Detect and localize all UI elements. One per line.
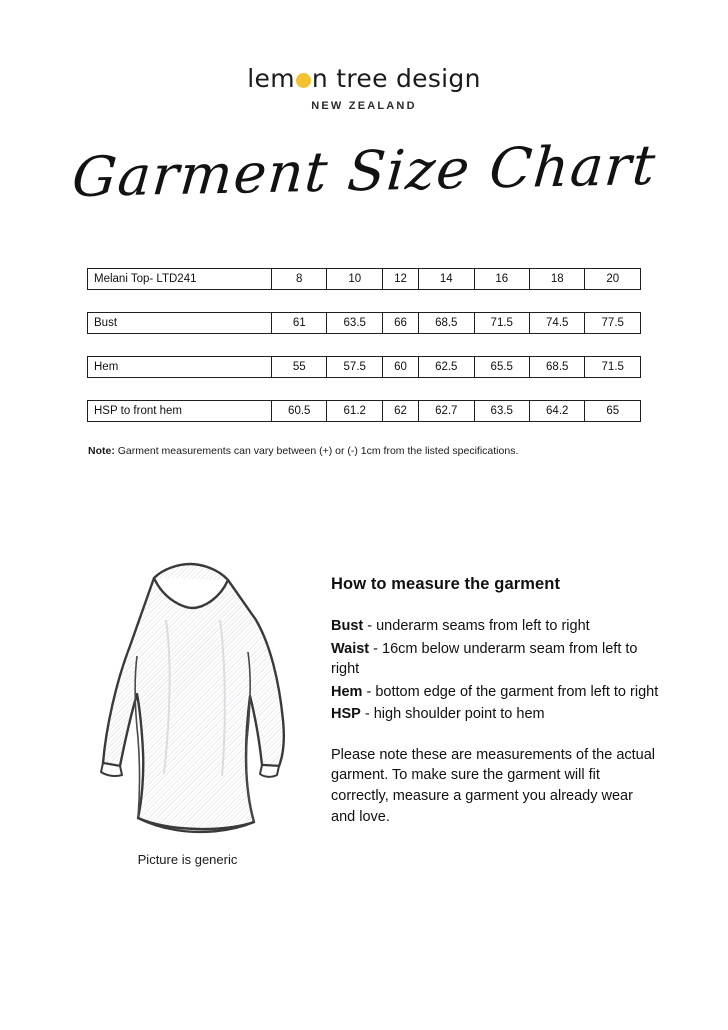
measure-value-cell: 66 bbox=[382, 313, 418, 334]
measure-value-cell: 71.5 bbox=[474, 313, 529, 334]
garment-illustration bbox=[80, 560, 295, 850]
spacer-cell bbox=[88, 290, 641, 313]
measure-definition bbox=[331, 616, 661, 637]
measure-value-cell: 61.2 bbox=[327, 401, 382, 422]
table-spacer bbox=[88, 378, 641, 401]
size-header-cell: 8 bbox=[272, 269, 327, 290]
brand-name-before: lem bbox=[247, 64, 295, 93]
table-row bbox=[88, 313, 641, 334]
measure-value-cell: 62.7 bbox=[419, 401, 474, 422]
measure-desc: - high shoulder point to hem bbox=[360, 706, 545, 723]
measure-term: HSP bbox=[331, 706, 361, 723]
table-spacer bbox=[88, 334, 641, 357]
measure-value-cell: 62.5 bbox=[419, 357, 474, 378]
measure-value-cell: 65 bbox=[585, 401, 641, 422]
fit-advice-paragraph: Please note these are measurements of the actual garment. To make sure the garment will fit correctly, measure a garment you already wear and love. bbox=[331, 746, 656, 825]
size-header-cell: 18 bbox=[529, 269, 584, 290]
table-spacer bbox=[88, 290, 641, 313]
size-chart-table bbox=[87, 268, 641, 422]
measure-desc: - bottom edge of the garment from left to right bbox=[362, 683, 659, 700]
how-to-measure-section bbox=[331, 575, 661, 827]
size-header-cell: 14 bbox=[419, 269, 474, 290]
lemon-dot-icon bbox=[296, 73, 311, 88]
brand-name bbox=[0, 66, 728, 91]
measure-value-cell: 71.5 bbox=[585, 357, 641, 378]
page-title-wrap bbox=[0, 126, 728, 216]
note-body: Garment measurements can vary between (+) or (-) 1cm from the listed specifications. bbox=[114, 445, 519, 457]
table-header-row bbox=[88, 269, 641, 290]
measure-term: Bust bbox=[331, 618, 364, 634]
measure-value-cell: 60 bbox=[382, 357, 418, 378]
measure-desc: - 16cm below underarm seam from left to right bbox=[331, 640, 638, 678]
measure-definition bbox=[331, 682, 661, 703]
long-sleeve-top-icon bbox=[80, 560, 295, 850]
measure-definition bbox=[331, 704, 661, 725]
brand-name-after: n tree design bbox=[311, 64, 481, 93]
page-title: Garment Size Chart bbox=[69, 132, 659, 210]
table-row bbox=[88, 357, 641, 378]
measure-value-cell: 57.5 bbox=[327, 357, 382, 378]
measure-value-cell: 60.5 bbox=[272, 401, 327, 422]
illustration-caption: Picture is generic bbox=[137, 852, 238, 867]
size-header-cell: 20 bbox=[585, 269, 641, 290]
table-row bbox=[88, 401, 641, 422]
measure-value-cell: 68.5 bbox=[419, 313, 474, 334]
measure-desc: - underarm seams from left to right bbox=[363, 618, 590, 634]
measure-label-cell: Hem bbox=[88, 357, 272, 378]
measure-value-cell: 77.5 bbox=[585, 313, 641, 334]
measure-definition bbox=[331, 639, 661, 680]
measure-value-cell: 65.5 bbox=[474, 357, 529, 378]
spacer-cell bbox=[88, 378, 641, 401]
size-header-cell: 16 bbox=[474, 269, 529, 290]
note-label: Note: bbox=[88, 445, 115, 457]
measure-value-cell: 61 bbox=[272, 313, 327, 334]
style-label-cell: Melani Top- LTD241 bbox=[88, 269, 272, 290]
measure-value-cell: 68.5 bbox=[529, 357, 584, 378]
measure-value-cell: 64.2 bbox=[529, 401, 584, 422]
measure-label-cell: Bust bbox=[88, 313, 272, 334]
measure-term: Hem bbox=[331, 683, 363, 700]
measure-value-cell: 74.5 bbox=[529, 313, 584, 334]
measure-value-cell: 63.5 bbox=[327, 313, 382, 334]
size-header-cell: 10 bbox=[327, 269, 382, 290]
brand-country: NEW ZEALAND bbox=[311, 100, 417, 112]
measure-value-cell: 55 bbox=[272, 357, 327, 378]
measure-value-cell: 62 bbox=[382, 401, 418, 422]
note-text bbox=[88, 445, 648, 459]
brand-header bbox=[0, 66, 728, 112]
measure-value-cell: 63.5 bbox=[474, 401, 529, 422]
spacer-cell bbox=[88, 334, 641, 357]
size-header-cell: 12 bbox=[382, 269, 418, 290]
how-to-measure-heading: How to measure the garment bbox=[331, 575, 561, 593]
measure-term: Waist bbox=[331, 640, 370, 657]
measure-label-cell: HSP to front hem bbox=[88, 401, 272, 422]
